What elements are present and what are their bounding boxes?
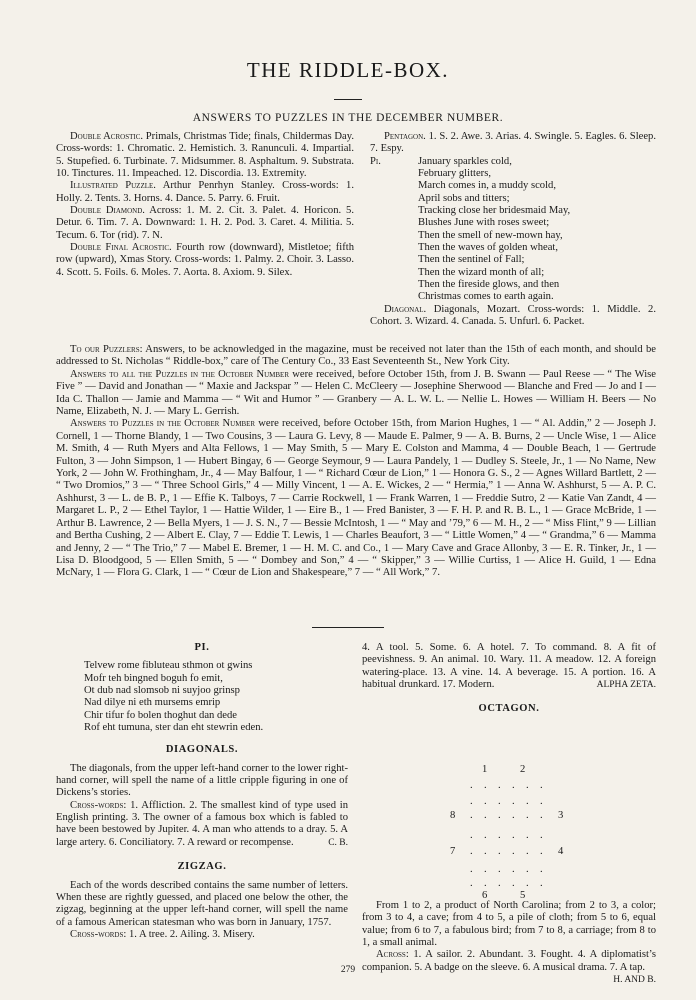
octagon-dot: . xyxy=(498,878,501,889)
octagon-dot: . xyxy=(484,864,487,875)
octagon-dot: . xyxy=(470,796,473,807)
octagon-dot: . xyxy=(526,780,529,791)
zigzag-signature: ALPHA ZETA. xyxy=(596,680,656,691)
octagon-signature: H. AND B. xyxy=(613,975,656,986)
octagon-dot: . xyxy=(484,830,487,841)
octagon-dot: . xyxy=(498,830,501,841)
octagon-dot: . xyxy=(526,830,529,841)
octagon-dot: . xyxy=(512,864,515,875)
answers-all-puzzles: Answers to all the Puzzles in the October Number were received, before October 15th, from J. B. Swann — Paul Reese — “ The Wise Five ” — David and Jonathan — “ Maxie and Jackspar ” — Helen C. McCleery — Josephine Sherwood — Blanche and Fred — Jo and I — Ida C. Thallon — Jamie and Mamma — “ Wit and Humor ” — Granbery — A. L. W. L. — Nellie L. Howes — William H. Beers — No Name, Elizabeth, N. J. — Mary L. Gerrish. xyxy=(56,368,656,418)
octagon-dot: . xyxy=(498,780,501,791)
octagon-dot: . xyxy=(498,846,501,857)
octagon-dot: . xyxy=(484,796,487,807)
octagon-across: Across: 1. A sailor. 2. Abundant. 3. Fought. 4. A diplomatist’s companion. 5. A badge on the sleeve. 6. A musical drama. 7. A tap. H. AND B. xyxy=(362,949,656,986)
octagon-dot: . xyxy=(526,864,529,875)
octagon-dot: . xyxy=(498,810,501,821)
answers-left-column xyxy=(56,131,354,279)
octagon-dot: . xyxy=(540,846,543,857)
pi-puzzle-text: Telvew rome fibluteau sthmon ot gwins Mofr teh bingned boguh fo emit, Ot dub nad slomsob ni suyjoo grinsp Nad dilye ni eth mursems emrip Chir tifur fo bolen thoghut dan dede Rof eht tumuna, ster dan eht stewrin eden. xyxy=(84,660,264,734)
zigzag-intro: Each of the words described contains the same number of letters. When these are rightly guessed, and placed one below the other, the zigzag, beginning at the upper left-hand corner, will spell the name of a famous American statesman who was born in January, 1757. xyxy=(56,879,348,928)
octagon-dot: . xyxy=(470,780,473,791)
pi-poem: January sparkles cold, February glitters, March comes in, a muddy scold, April sobs and titters; Tracking close her bridesmaid May, Blushes June with roses sweet; Then the smell of new-mown hay, Then the waves of golden wheat, Then the sentinel of Fall; Then the wizard month of all; Then the fireside glows, and then Christmas comes to earth again. xyxy=(418,155,571,303)
octagon-dot: . xyxy=(470,864,473,875)
page-title: THE RIDDLE-BOX. xyxy=(246,58,450,82)
answers-right-column xyxy=(370,131,656,329)
octagon-dot: . xyxy=(540,864,543,875)
octagon-dot: . xyxy=(512,796,515,807)
section-rule xyxy=(312,627,384,628)
octagon-dot: . xyxy=(512,780,515,791)
octagon-dot: . xyxy=(526,810,529,821)
zigzag-continued: 4. A tool. 5. Some. 6. A hotel. 7. To command. 8. A fit of peevishness. 9. An animal. 10. Wary. 11. A meadow. 12. A foreign watering-place. 13. A vine. 14. A beverage. 15. A portion. 16. A habitual drunkard. 17. Modern. ALPHA ZETA. xyxy=(362,642,656,691)
page-number: 279 xyxy=(340,965,356,975)
octagon-dot: . xyxy=(540,810,543,821)
octagon-dot: . xyxy=(540,780,543,791)
answer-diagonal: Diagonal. Diagonals, Mozart. Cross-words: 1. Middle. 2. Cohort. 3. Wizard. 4. Canada. 5. Unfurl. 6. Packet. xyxy=(370,303,656,328)
octagon-dot: . xyxy=(540,830,543,841)
diagonals-cross-words: Cross-words: 1. Affliction. 2. The smallest kind of type used in English printing. 3. The owner of a famous box which is fabled to have been bestowed by Jupiter. 4. A man who attends to a dray. 5. A large artery. 6. Conciliatory. 7. A reward or recompense. C. B. xyxy=(56,799,348,848)
answer-double-acrostic: Double Acrostic. Primals, Christmas Tide; finals, Childermas Day. Cross-words: 1. Chromatic. 2. Hemistich. 3. Ranunculi. 4. Impartial. 5. Stupefied. 6. Turbinate. 7. Midsummer. 8. Asphaltum. 9. Substrata. 10. Tinctures. 11. Impeached. 12. Discordia. 13. Extremity. xyxy=(56,131,355,180)
octagon-dot: . xyxy=(498,864,501,875)
octagon-dot: . xyxy=(470,878,473,889)
octagon-dot: . xyxy=(526,878,529,889)
answer-pentagon: Pentagon. 1. S. 2. Awe. 3. Arias. 4. Swingle. 5. Eagles. 6. Sleep. 7. Espy. xyxy=(370,131,656,155)
zigzag-cross-words: Cross-words: 1. A tree. 2. Ailing. 3. Misery. xyxy=(70,928,255,940)
zigzag-heading: ZIGZAG. xyxy=(177,861,227,873)
octagon-dot: . xyxy=(512,878,515,889)
answers-heading: ANSWERS TO PUZZLES IN THE DECEMBER NUMBER. xyxy=(192,112,504,124)
octagon-dot: . xyxy=(526,796,529,807)
pi-heading: PI. xyxy=(194,642,210,653)
diagonals-heading: DIAGONALS. xyxy=(165,744,239,756)
octagon-dot: . xyxy=(484,780,487,791)
octagon-dot: . xyxy=(470,810,473,821)
octagon-dot: . xyxy=(484,878,487,889)
octagon-dot: . xyxy=(470,830,473,841)
octagon-dot: . xyxy=(498,796,501,807)
octagon-heading: OCTAGON. xyxy=(478,703,540,715)
octagon-dot: . xyxy=(512,810,515,821)
title-rule xyxy=(334,99,362,100)
octagon-dot: . xyxy=(540,796,543,807)
puzzles-right-column xyxy=(362,642,656,716)
answer-double-final-acrostic: Double Final Acrostic. Fourth row (downward), Mistletoe; fifth row (upward), Xmas Story. Cross-words: 1. Palmy. 2. Choir. 3. Lasso. 4. Scott. 5. Foils. 6. Moles. 7. Aorta. 8. Axiom. 9. Silex. xyxy=(56,242,355,278)
answers-some-puzzles: Answers to Puzzles in the October Number were received, before October 15th, from Marion Hughes, 1 — “ Al. Addin,” 2 — Joseph J. Cornell, 1 — Thorne Blandy, 1 — Two Cousins, 3 — Laura G. Levy, 8 — Maude E. Palmer, 9 — A. B. Burns, 2 — Uncle Wise, 1 — Alice M. Smith, 4 — Ruth Myers and Alta Fellows, 1 — May Smith, 5 — Mary E. Colston and Mamma, 4 — Double Beach, 1 — Gertrude Fulton, 3 — John Simpson, 1 — Hubert Bingay, 6 — George Seymour, 9 — Laura Pandely, 1 — Dudley S. Steele, Jr., 1 — No Name, New York, 2 — John W. Frothingham, Jr., 4 — May Balfour, 1 — “ Richard Cœur de Lion,” 1 — Honora G. S., 2 — Agnes Willard Bartlett, 2 — “ Two Dromios,” 3 — “ Three School Girls,” 4 — Milly Vincent, 1 — A. E. Wickes, 2 — “ Hermia,” 1 — Anna W. Ashhurst, 5 — A. P. C. Ashhurst, 3 — L. de B. P., 1 — Effie K. Talboys, 7 — Carrie Rockwell, 1 — Frank Warren, 1 — Freddie Sutro, 2 — Katie Van Zandt, 4 — Margaret L. P., 2 — Ethel Taylor, 1 — Hattie Wilder, 1 — Eire B., 1 — Fred Banister, 3 — F. H. P. and R. B. L., 1 — Grace McBride, 1 — Arthur B. Lawrence, 2 — Bella Myers, 1 — J. S. N., 7 — Bessie McIntosh, 1 — “ May and ’79,” 6 — M. H., 2 — “ Miss Flint,” 9 — Lillian and Bertha Cushing, 2 — Albert E. Clay, 7 — Eddie T. Lewis, 1 — Charles Beaufort, 3 — “ Little Women,” 4 — “ Grandma,” 6 — Mamma and Jenny, 2 — “ The Trio,” 7 — Mabel E. Bremer, 1 — H. M. C. and Co., 1 — Mary Cave and Grace Allonby, 3 — E. R. Tinker, Jr., 1 — Lisa D. Bloodgood, 5 — Ellen Smith, 5 — “ Dombey and Son,” 4 — “ Skipper,” 3 — Willie Curtiss, 1 — Alice H. Guild, 1 — Edna McNary, 1 — Flora G. Clark, 1 — “ Cœur de Lion and Shakespeare,” 7 — “ All Work,” 7. xyxy=(56,418,656,579)
octagon-dot: . xyxy=(526,846,529,857)
octagon-clues: From 1 to 2, a product of North Carolina; from 2 to 3, a color; from 3 to 4, a cave; from 4 to 5, a pile of cloth; from 5 to 6, equal value; from 6 to 7, a fabulous bird; from 7 to 8, a carriage; from 8 to 1, a small animal. xyxy=(362,900,656,949)
answer-illustrated-puzzle: Illustrated Puzzle. Arthur Penrhyn Stanley. Cross-words: 1. Holly. 2. Tents. 3. Horns. 4. Dance. 5. Parry. 6. Fruit. xyxy=(56,180,354,204)
octagon-dot: . xyxy=(484,810,487,821)
diagonals-intro: The diagonals, from the upper left-hand corner to the lower right-hand corner, will spell the name of a little cripple figuring in one of Dickens’s stories. xyxy=(56,762,348,799)
octagon-dot: . xyxy=(470,846,473,857)
octagon-figure: 1 2 3 4 5 6 7 8 . . . . . . . . . . . . . . . . . . . . . . . . . . . . . . . . . . . . . . . . . . xyxy=(450,764,564,901)
octagon-dot: . xyxy=(512,830,515,841)
octagon-dot: . xyxy=(512,846,515,857)
answer-pi: Pi. January sparkles cold, February glitters, March comes in, a muddy scold, April sobs and titters; Tracking close her bridesmaid May, Blushes June with roses sweet; Then the smell of new-mown hay, Then the waves of golden wheat, Then the sentinel of Fall; Then the wizard month of all; Then the fireside glows, and then Christmas comes to earth again. xyxy=(370,156,656,304)
answer-double-diamond: Double Diamond. Across: 1. M. 2. Cit. 3. Palet. 4. Horicon. 5. Detur. 6. Tim. 7. A. Downward: 1. H. 2. Pod. 3. Caret. 4. Militia. 5. Tecum. 6. Tor (rid). 7. N. xyxy=(56,205,354,241)
diagonals-signature: C. B. xyxy=(328,837,348,848)
notices-block xyxy=(56,344,656,580)
notice-to-puzzlers: To our Puzzlers: Answers, to be acknowledged in the magazine, must be received not later than the 15th of each month, and should be addressed to St. Nicholas “ Riddle-box,” care of The Century Co., 33 East Seventeenth St., New York City. xyxy=(56,344,656,368)
puzzles-left-column xyxy=(56,642,348,941)
octagon-dot: . xyxy=(540,878,543,889)
octagon-dot: . xyxy=(484,846,487,857)
